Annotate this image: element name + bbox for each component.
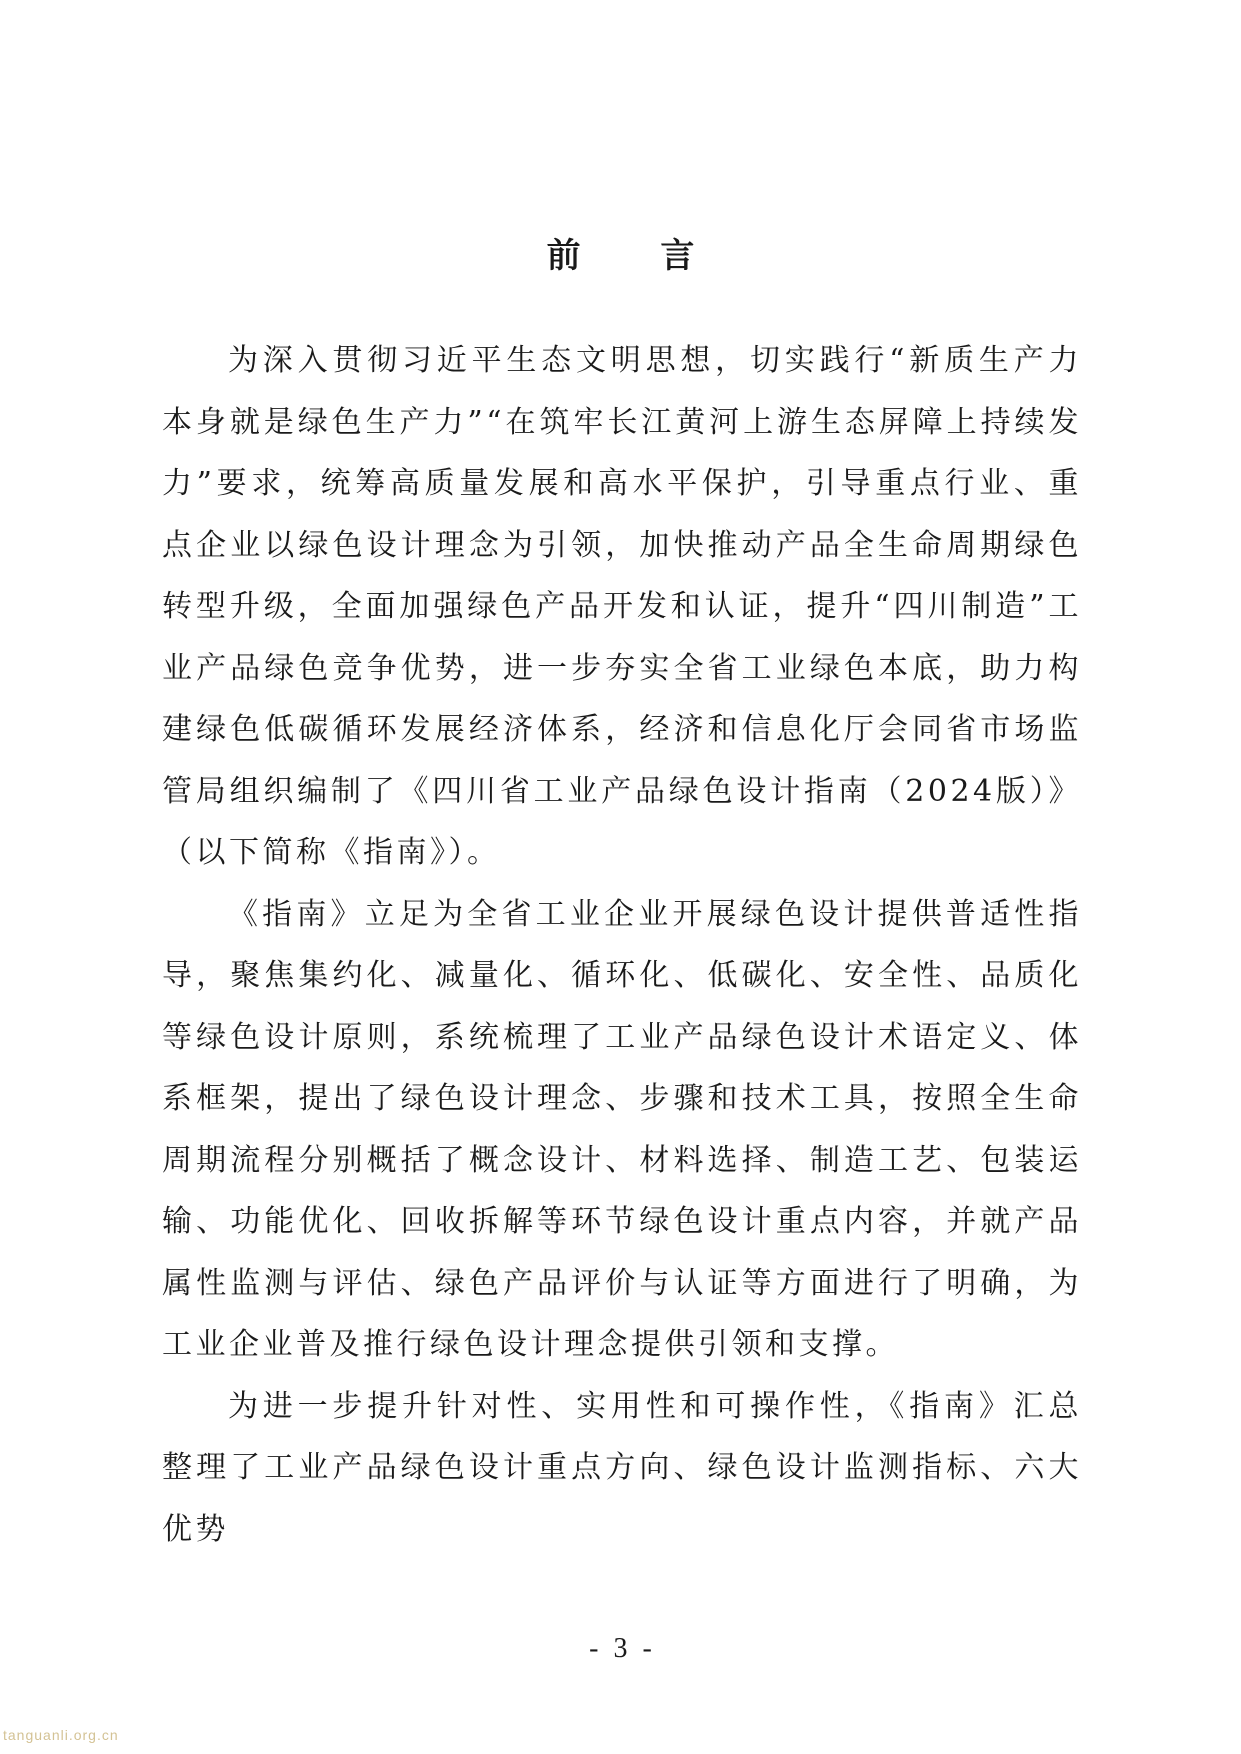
page-title: 前 言	[546, 236, 729, 276]
page-number: - 3 -	[589, 1633, 652, 1664]
paragraph-1: 为深入贯彻习近平生态文明思想，切实践行“新质生产力本身就是绿色生产力”“在筑牢长江黄河上游生态屏障上持续发力”要求，统筹高质量发展和高水平保护，引导重点行业、重点企业以绿色设计理念为引领，加快推动产品全生命周期绿色转型升级，全面加强绿色产品开发和认证，提升“四川制造”工业产品绿色竞争优势，进一步夯实全省工业绿色本底，助力构建绿色低碳循环发展经济体系，经济和信息化厅会同省市场监管局组织编制了《四川省工业产品绿色设计指南（2024版）》（以下简称《指南》）。	[162, 343, 1082, 870]
watermark: tanguanli.org.cn	[3, 1727, 119, 1743]
paragraph-2: 《指南》立足为全省工业企业开展绿色设计提供普适性指导，聚焦集约化、减量化、循环化、低碳化、安全性、品质化等绿色设计原则，系统梳理了工业产品绿色设计术语定义、体系框架，提出了绿色设计理念、步骤和技术工具，按照全生命周期流程分别概括了概念设计、材料选择、制造工艺、包装运输、功能优化、回收拆解等环节绿色设计重点内容，并就产品属性监测与评估、绿色产品评价与认证等方面进行了明确，为工业企业普及推行绿色设计理念提供引领和支撑。	[162, 896, 1082, 1362]
paragraph-3: 为进一步提升针对性、实用性和可操作性，《指南》汇总整理了工业产品绿色设计重点方向、绿色设计监测指标、六大优势	[162, 1388, 1082, 1547]
body-text	[162, 330, 1082, 1560]
